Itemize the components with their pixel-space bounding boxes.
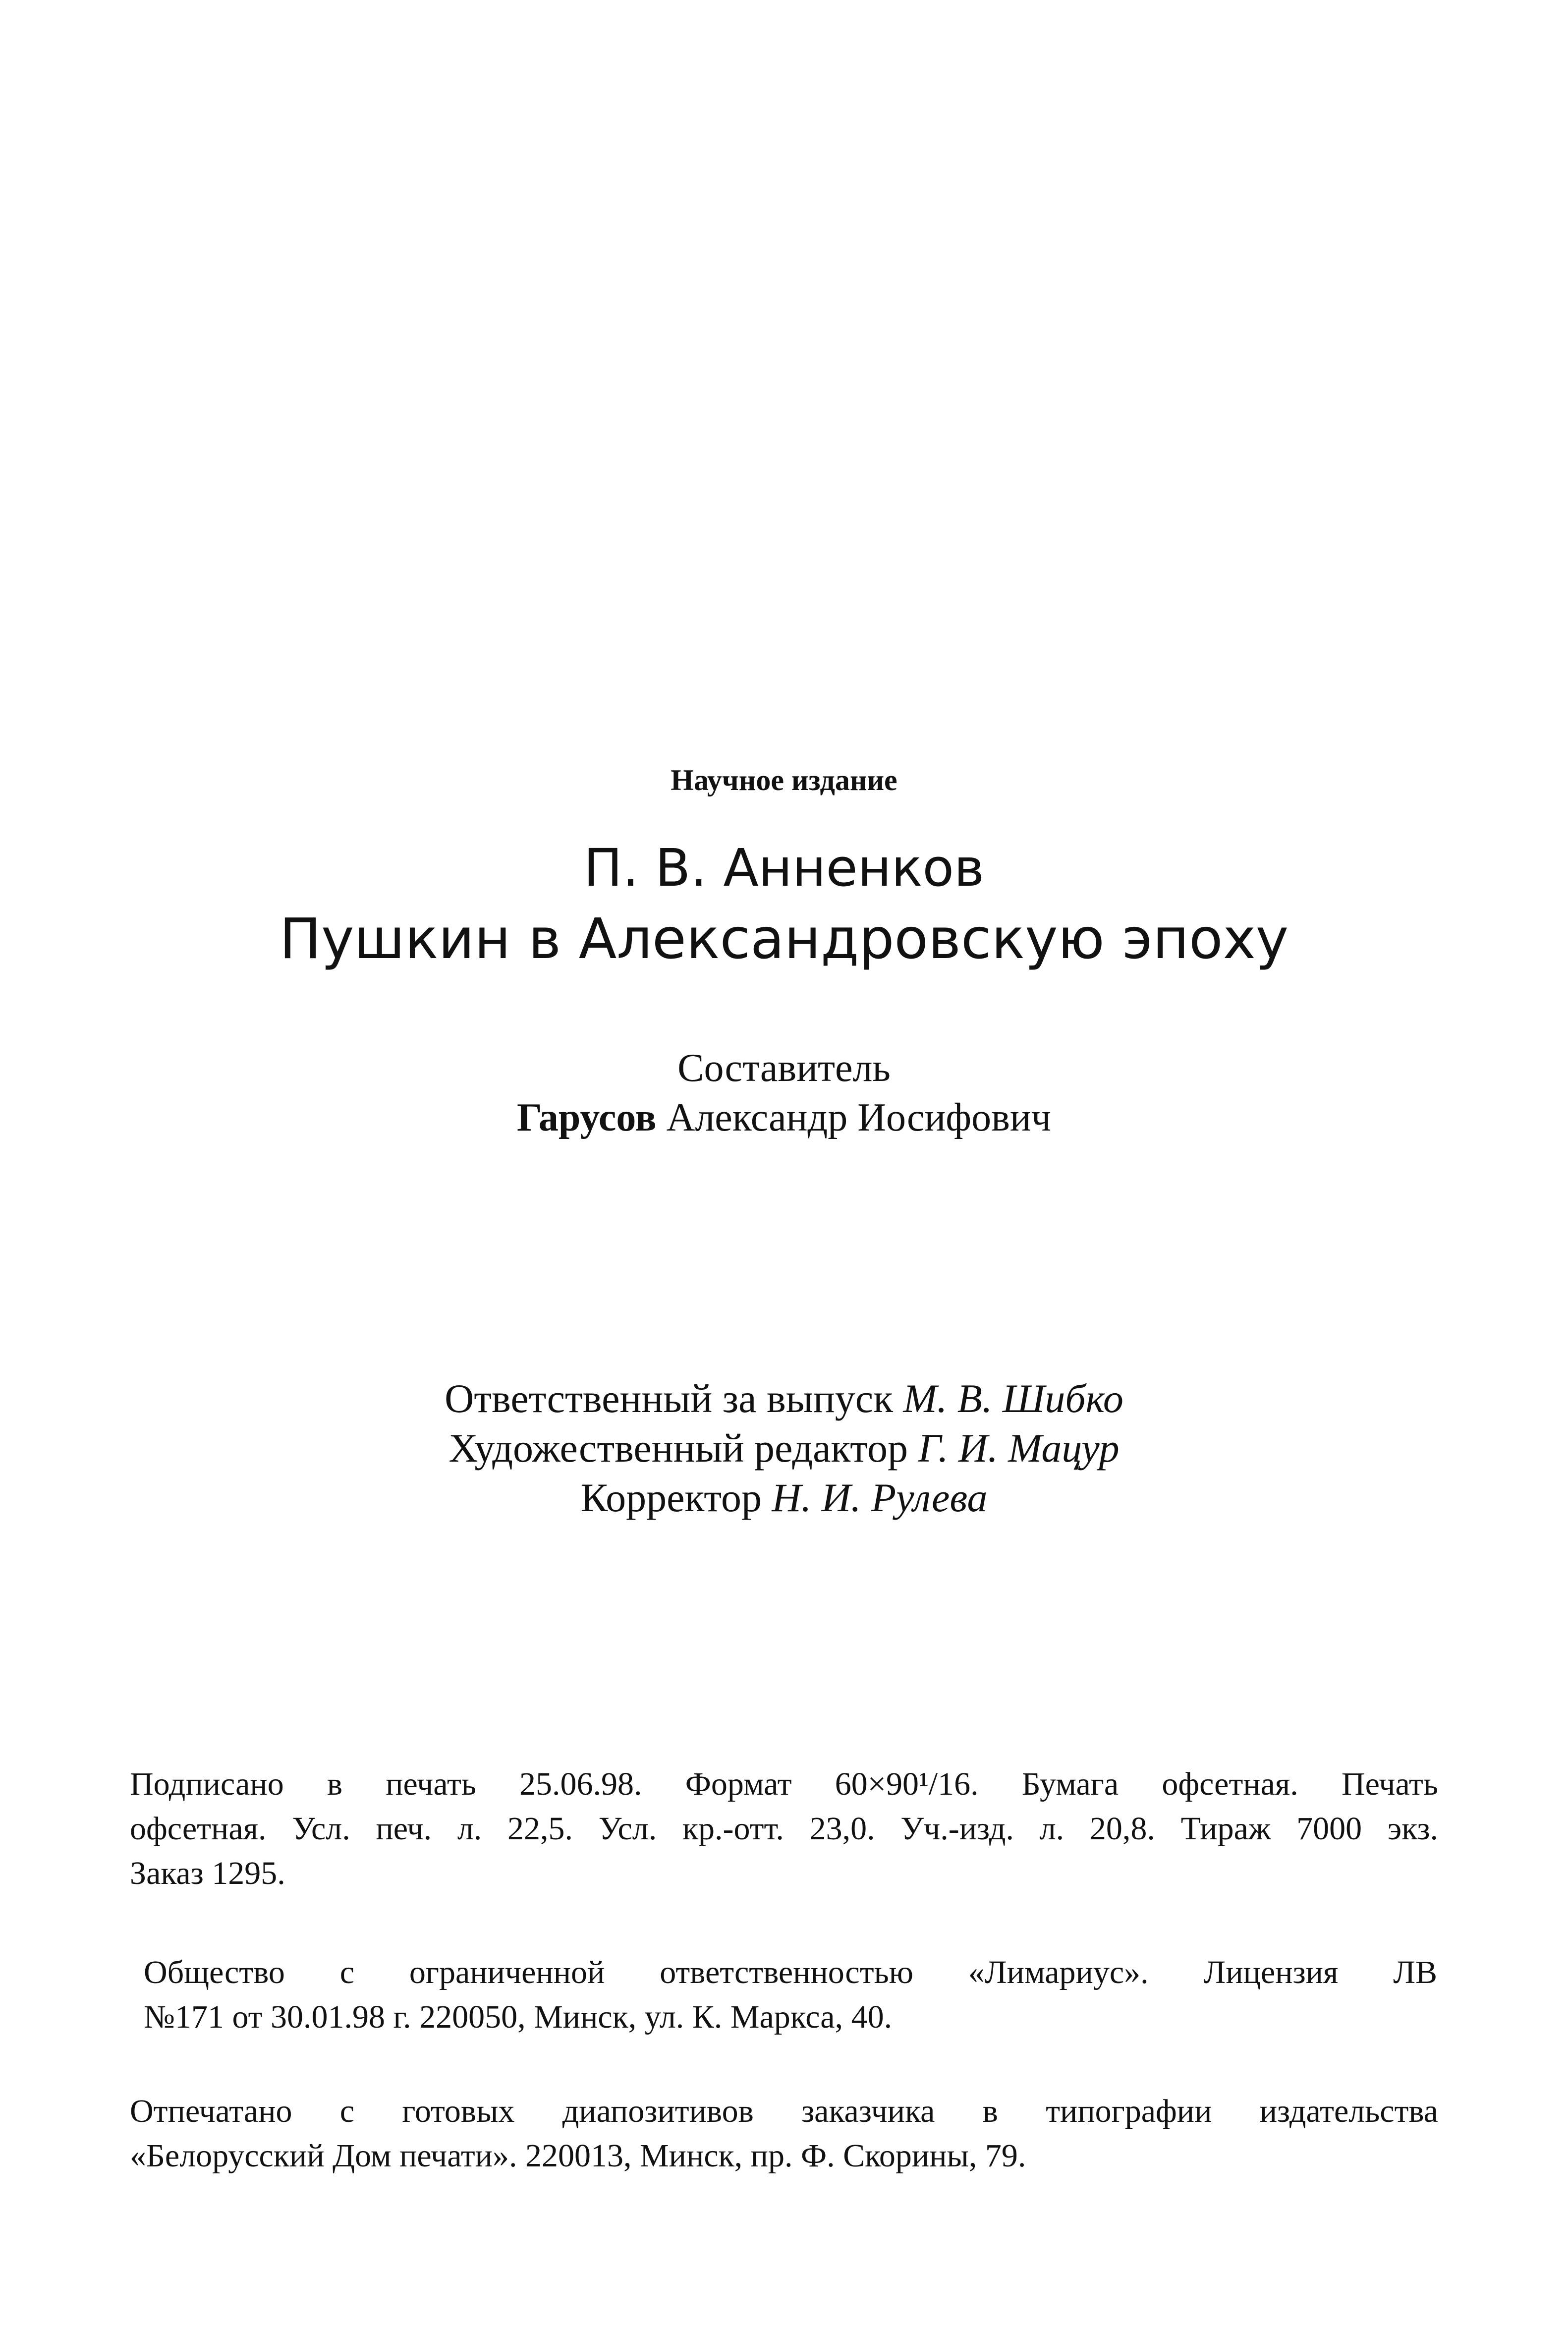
printer-details-line: «Белорусский Дом печати». 220013, Минск, пр. Ф. Скорины, 79. [130, 2138, 1026, 2174]
author-name: П. В. Анненков [583, 838, 985, 898]
book-title: Пушкин в Александровскую эпоху [279, 907, 1289, 971]
publisher-details-line: Общество с ограниченной ответственностью «Лимариус». Лицензия ЛВ [144, 1954, 1437, 1990]
credit-person: Г. И. Мацур [918, 1425, 1120, 1471]
printer-details [130, 2089, 1438, 2178]
credit-person: М. В. Шибко [903, 1376, 1123, 1421]
credit-line-proofreader [0, 1475, 1568, 1521]
publisher-details [144, 1950, 1437, 2040]
print-details [130, 1762, 1438, 1896]
print-details-line: Подписано в печать 25.06.98. Формат 60×90¹/16. Бумага офсетная. Печать [130, 1766, 1438, 1802]
printer-details-line: Отпечатано с готовых диапозитивов заказчика в типографии издательства [130, 2093, 1438, 2129]
publisher-details-line: №171 от 30.01.98 г. 220050, Минск, ул. К. Маркса, 40. [144, 1999, 893, 2035]
compiler-name [0, 1095, 1568, 1140]
compiler-label: Составитель [677, 1046, 891, 1090]
credit-role: Художественный редактор [448, 1425, 908, 1471]
credit-line-release [0, 1375, 1568, 1422]
print-details-line: Заказ 1295. [130, 1855, 285, 1891]
credit-role: Корректор [580, 1475, 762, 1520]
credit-role: Ответственный за выпуск [445, 1376, 893, 1421]
print-details-line: офсетная. Усл. печ. л. 22,5. Усл. кр.-отт. 23,0. Уч.-изд. л. 20,8. Тираж 7000 экз. [130, 1811, 1438, 1847]
credit-person: Н. И. Рулева [772, 1475, 988, 1520]
credit-line-art-editor [0, 1425, 1568, 1472]
compiler-given-names: Александр Иосифович [666, 1096, 1051, 1139]
edition-type: Научное издание [671, 764, 897, 796]
compiler-surname: Гарусов [517, 1096, 657, 1139]
